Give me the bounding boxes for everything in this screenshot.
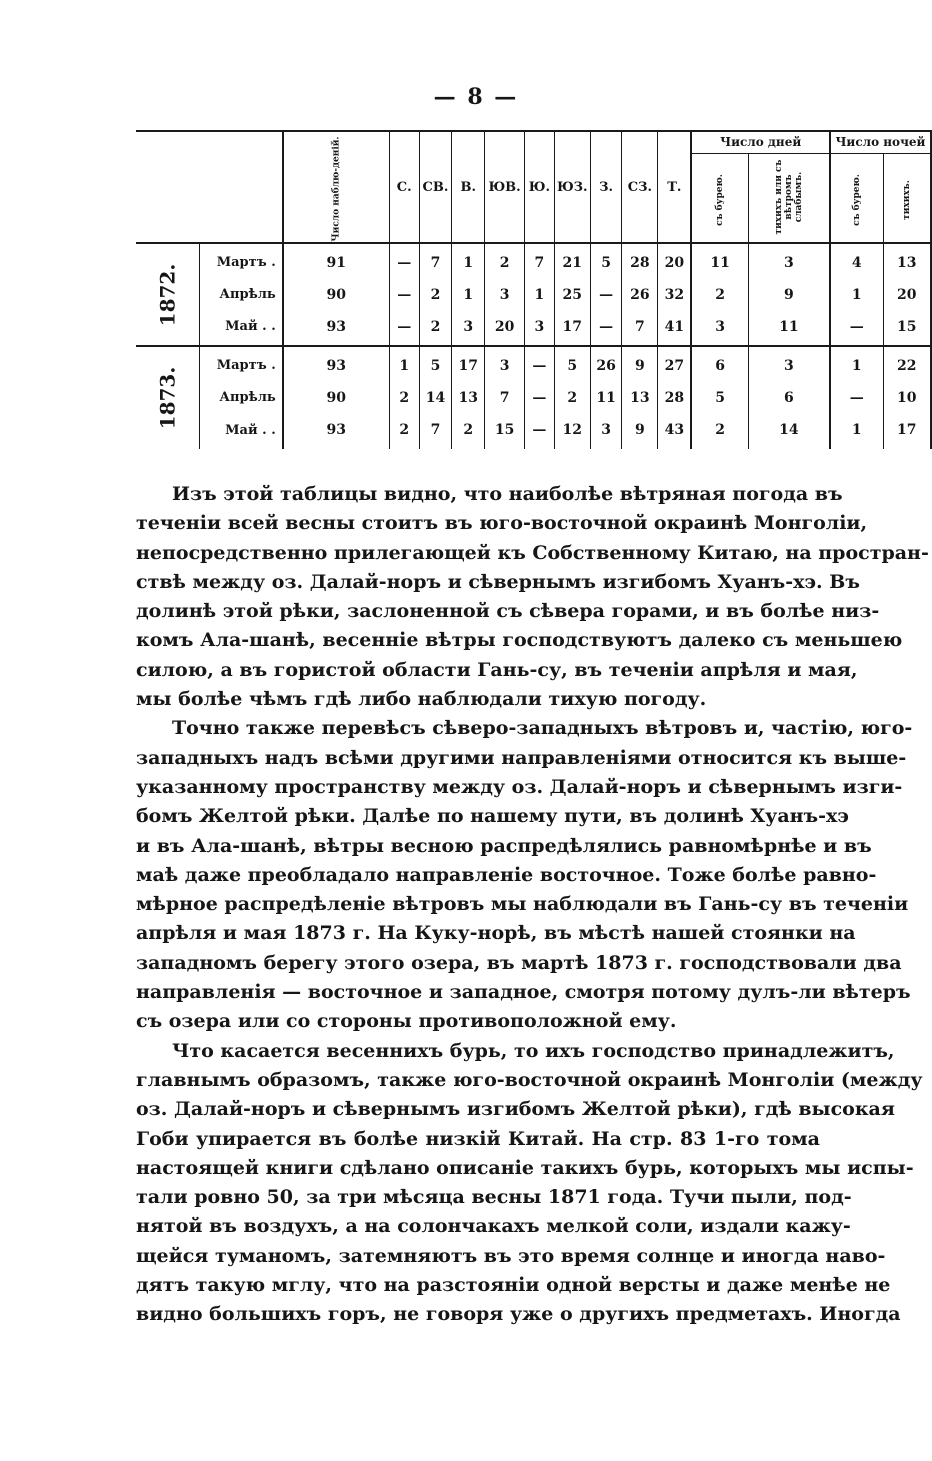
table-cell: 7: [622, 308, 658, 346]
table-cell: 21: [554, 243, 590, 281]
table-cell: 90: [326, 389, 347, 406]
month-label: Апрѣль: [199, 384, 283, 411]
table-cell: 20: [658, 243, 692, 281]
table-cell: 3: [748, 243, 830, 281]
table-cell: 20: [485, 308, 525, 346]
table-cell: 7: [485, 384, 525, 411]
table-cell: 9: [748, 281, 830, 308]
table-cell: 28: [622, 243, 658, 281]
table-cell: 3: [452, 308, 485, 346]
table-cell: 22: [883, 346, 931, 384]
table-cell: —: [389, 281, 419, 308]
table-cell: 15: [485, 411, 525, 449]
table-cell: 2: [691, 411, 748, 449]
table-cell: —: [525, 384, 555, 411]
table-cell: 43: [658, 411, 692, 449]
table-cell: —: [590, 281, 622, 308]
table-cell: 25: [554, 281, 590, 308]
month-label: Май . .: [199, 411, 283, 449]
header-dir-se: ЮВ.: [485, 131, 525, 243]
text-line: бомъ Желтой рѣки. Далѣе по нашему пути, въ долинѣ Хуанъ-хэ: [136, 805, 849, 828]
text-line: комъ Ала-шанѣ, весенніе вѣтры господствуютъ далеко съ меньшею: [136, 629, 903, 652]
table-cell: 11: [748, 308, 830, 346]
text-line: маѣ даже преобладало направленіе восточное. Тоже болѣе равно-: [136, 863, 877, 886]
table-cell: 5: [419, 346, 452, 384]
table-cell: 17: [452, 346, 485, 384]
table-cell: 28: [658, 384, 692, 411]
paragraph-1: [136, 480, 929, 714]
table-cell: 3: [485, 346, 525, 384]
table-cell: 17: [883, 411, 931, 449]
text-line: ствѣ между оз. Далай-норъ и сѣвернымъ изгибомъ Хуанъ-хэ. Въ: [136, 570, 860, 593]
text-line: тали ровно 50, за три мѣсяца весны 1871 года. Тучи пыли, под-: [136, 1186, 852, 1209]
table-row: [136, 346, 931, 384]
table-row: [136, 308, 931, 346]
header-dir-sw: ЮЗ.: [554, 131, 590, 243]
table-cell: 7: [525, 243, 555, 281]
header-days-storm: съ бурею.: [691, 153, 748, 243]
page-number: — 8 —: [433, 84, 519, 110]
table-cell: 41: [658, 308, 692, 346]
year-label: 1872.: [136, 243, 199, 346]
table-cell: 2: [419, 308, 452, 346]
table-cell: 27: [658, 346, 692, 384]
table-cell: —: [830, 308, 883, 346]
table-cell: 26: [590, 346, 622, 384]
header-dir-ne: СВ.: [419, 131, 452, 243]
header-days-calm: тихихъ или съ вѣтромъ слабымъ.: [748, 153, 830, 243]
table-cell: —: [830, 384, 883, 411]
table-cell: 9: [622, 411, 658, 449]
text-line: оз. Далай-норъ и сѣвернымъ изгибомъ Желтой рѣки), гдѣ высокая: [136, 1098, 895, 1121]
table-cell: 9: [622, 346, 658, 384]
table-cell: 32: [658, 281, 692, 308]
header-dir-w: З.: [590, 131, 622, 243]
paragraph-2: [136, 714, 913, 1036]
table-cell: 1: [830, 411, 883, 449]
header-nights-storm: съ бурею.: [830, 153, 883, 243]
table-cell: 3: [691, 308, 748, 346]
table-cell: 3: [748, 346, 830, 384]
text-line: Изъ этой таблицы видно, что наиболѣе вѣтряная погода въ: [172, 483, 843, 505]
table-cell: 11: [590, 384, 622, 411]
wind-table-body: [136, 243, 931, 449]
table-cell: 93: [326, 422, 347, 438]
header-nights-calm: тихихъ.: [883, 153, 931, 243]
table-cell: 1: [830, 346, 883, 384]
header-nights-group: Число ночей: [830, 131, 931, 153]
body-text: [136, 480, 929, 1330]
table-cell: 17: [554, 308, 590, 346]
table-cell: —: [389, 308, 419, 346]
table-cell: 5: [590, 243, 622, 281]
table-cell: 3: [525, 308, 555, 346]
table-cell: —: [525, 346, 555, 384]
paragraph-3: [136, 1037, 923, 1330]
header-days-group: Число дней: [691, 131, 829, 153]
text-line: указанному пространству между оз. Далай-норъ и сѣвернымъ изги-: [136, 775, 903, 798]
table-cell: 13: [452, 384, 485, 411]
table-cell: 2: [419, 281, 452, 308]
table-cell: 93: [283, 346, 390, 384]
table-cell: 13: [622, 384, 658, 411]
table-cell: 15: [883, 308, 931, 346]
text-line: щейся туманомъ, затемняютъ въ это время солнце и иногда наво-: [136, 1244, 886, 1267]
header-observations: Число наблю-деній.: [283, 131, 390, 243]
table-row: [136, 243, 931, 281]
text-line: съ озера или со стороны противоположной ему.: [136, 1010, 677, 1033]
wind-table: [136, 130, 932, 449]
table-cell: 5: [554, 346, 590, 384]
table-row: [136, 411, 931, 449]
table-row: [136, 281, 931, 308]
table-cell: 2: [554, 384, 590, 411]
table-cell: 1: [830, 281, 883, 308]
table-cell: 1: [525, 281, 555, 308]
month-label: Мартъ .: [199, 243, 283, 281]
text-line: апрѣля и мая 1873 г. На Куку-норѣ, въ мѣстѣ нашей стоянки на: [136, 922, 856, 945]
table-cell: 6: [748, 384, 830, 411]
table-cell: —: [389, 243, 419, 281]
text-line: теченіи всей весны стоитъ въ юго-восточной окраинѣ Монголіи,: [136, 512, 868, 535]
table-cell: 2: [389, 384, 419, 411]
text-line: непосредственно прилегающей къ Собственному Китаю, на простран-: [136, 541, 929, 564]
table-cell: 26: [622, 281, 658, 308]
header-dir-nw: СЗ.: [622, 131, 658, 243]
text-line: Что касается весеннихъ бурь, то ихъ господство принадлежитъ,: [172, 1039, 895, 1062]
month-label: Апрѣль: [199, 281, 283, 308]
table-cell: 2: [691, 281, 748, 308]
year-label: 1873.: [136, 346, 199, 449]
table-cell: 2: [485, 243, 525, 281]
table-cell: 6: [691, 346, 748, 384]
table-cell: 93: [326, 318, 347, 335]
text-line: Гоби упирается въ болѣе низкій Китай. На стр. 83 1-го тома: [136, 1127, 820, 1150]
table-row: [136, 384, 931, 411]
table-cell: 11: [691, 243, 748, 281]
table-cell: —: [525, 411, 555, 449]
table-cell: 13: [883, 243, 931, 281]
text-line: нятой въ воздухъ, а на солончакахъ мелкой соли, издали кажу-: [136, 1215, 851, 1238]
text-line: дятъ такую мглу, что на разстояніи одной версты и даже менѣе не: [136, 1274, 891, 1297]
text-line: долинѣ этой рѣки, заслоненной съ сѣвера горами, и въ болѣе низ-: [136, 600, 880, 623]
table-cell: 2: [452, 411, 485, 449]
text-line: силою, а въ гористой области Гань-су, въ теченіи апрѣля и мая,: [136, 658, 858, 681]
table-cell: 2: [389, 411, 419, 449]
text-line: направленія — восточное и западное, смотря потому дулъ-ли вѣтеръ: [136, 981, 911, 1004]
table-cell: 3: [590, 411, 622, 449]
text-line: и въ Ала-шанѣ, вѣтры весною распредѣлялись равномѣрнѣе и въ: [136, 834, 872, 857]
table-cell: 91: [283, 243, 390, 281]
table-cell: 10: [883, 384, 931, 411]
text-line: западномъ берегу этого озера, въ мартѣ 1873 г. господствовали два: [136, 951, 902, 974]
header-dir-e: В.: [452, 131, 485, 243]
table-cell: 12: [554, 411, 590, 449]
table-cell: 1: [452, 243, 485, 281]
text-line: видно большихъ горъ, не говоря уже о другихъ предметахъ. Иногда: [136, 1303, 901, 1326]
table-cell: 1: [389, 346, 419, 384]
table-cell: —: [590, 308, 622, 346]
month-label: Мартъ .: [199, 346, 283, 384]
month-label: Май . .: [199, 308, 283, 346]
table-cell: 90: [326, 286, 347, 303]
text-line: главнымъ образомъ, также юго-восточной окраинѣ Монголіи (между: [136, 1068, 923, 1091]
text-line: мѣрное распредѣленіе вѣтровъ мы наблюдали въ Гань-су въ теченіи: [136, 893, 909, 916]
table-cell: 7: [419, 411, 452, 449]
table-cell: 20: [883, 281, 931, 308]
text-line: настоящей книги сдѣлано описаніе такихъ бурь, которыхъ мы испы-: [136, 1156, 914, 1179]
table-cell: 14: [419, 384, 452, 411]
header-dir-s: Ю.: [525, 131, 555, 243]
table-cell: 7: [419, 243, 452, 281]
header-dir-calm: Т.: [658, 131, 692, 243]
text-line: Точно также перевѣсъ сѣверо-западныхъ вѣтровъ и, частію, юго-: [172, 717, 913, 740]
table-cell: 14: [748, 411, 830, 449]
corner-cell: [136, 131, 283, 243]
header-dir-n: С.: [389, 131, 419, 243]
text-line: западныхъ надъ всѣми другими направленіями относится къ выше-: [136, 746, 907, 769]
text-line: мы болѣе чѣмъ гдѣ либо наблюдали тихую погоду.: [136, 688, 707, 711]
table-cell: 5: [691, 384, 748, 411]
table-cell: 3: [485, 281, 525, 308]
table-cell: 4: [830, 243, 883, 281]
table-cell: 1: [452, 281, 485, 308]
